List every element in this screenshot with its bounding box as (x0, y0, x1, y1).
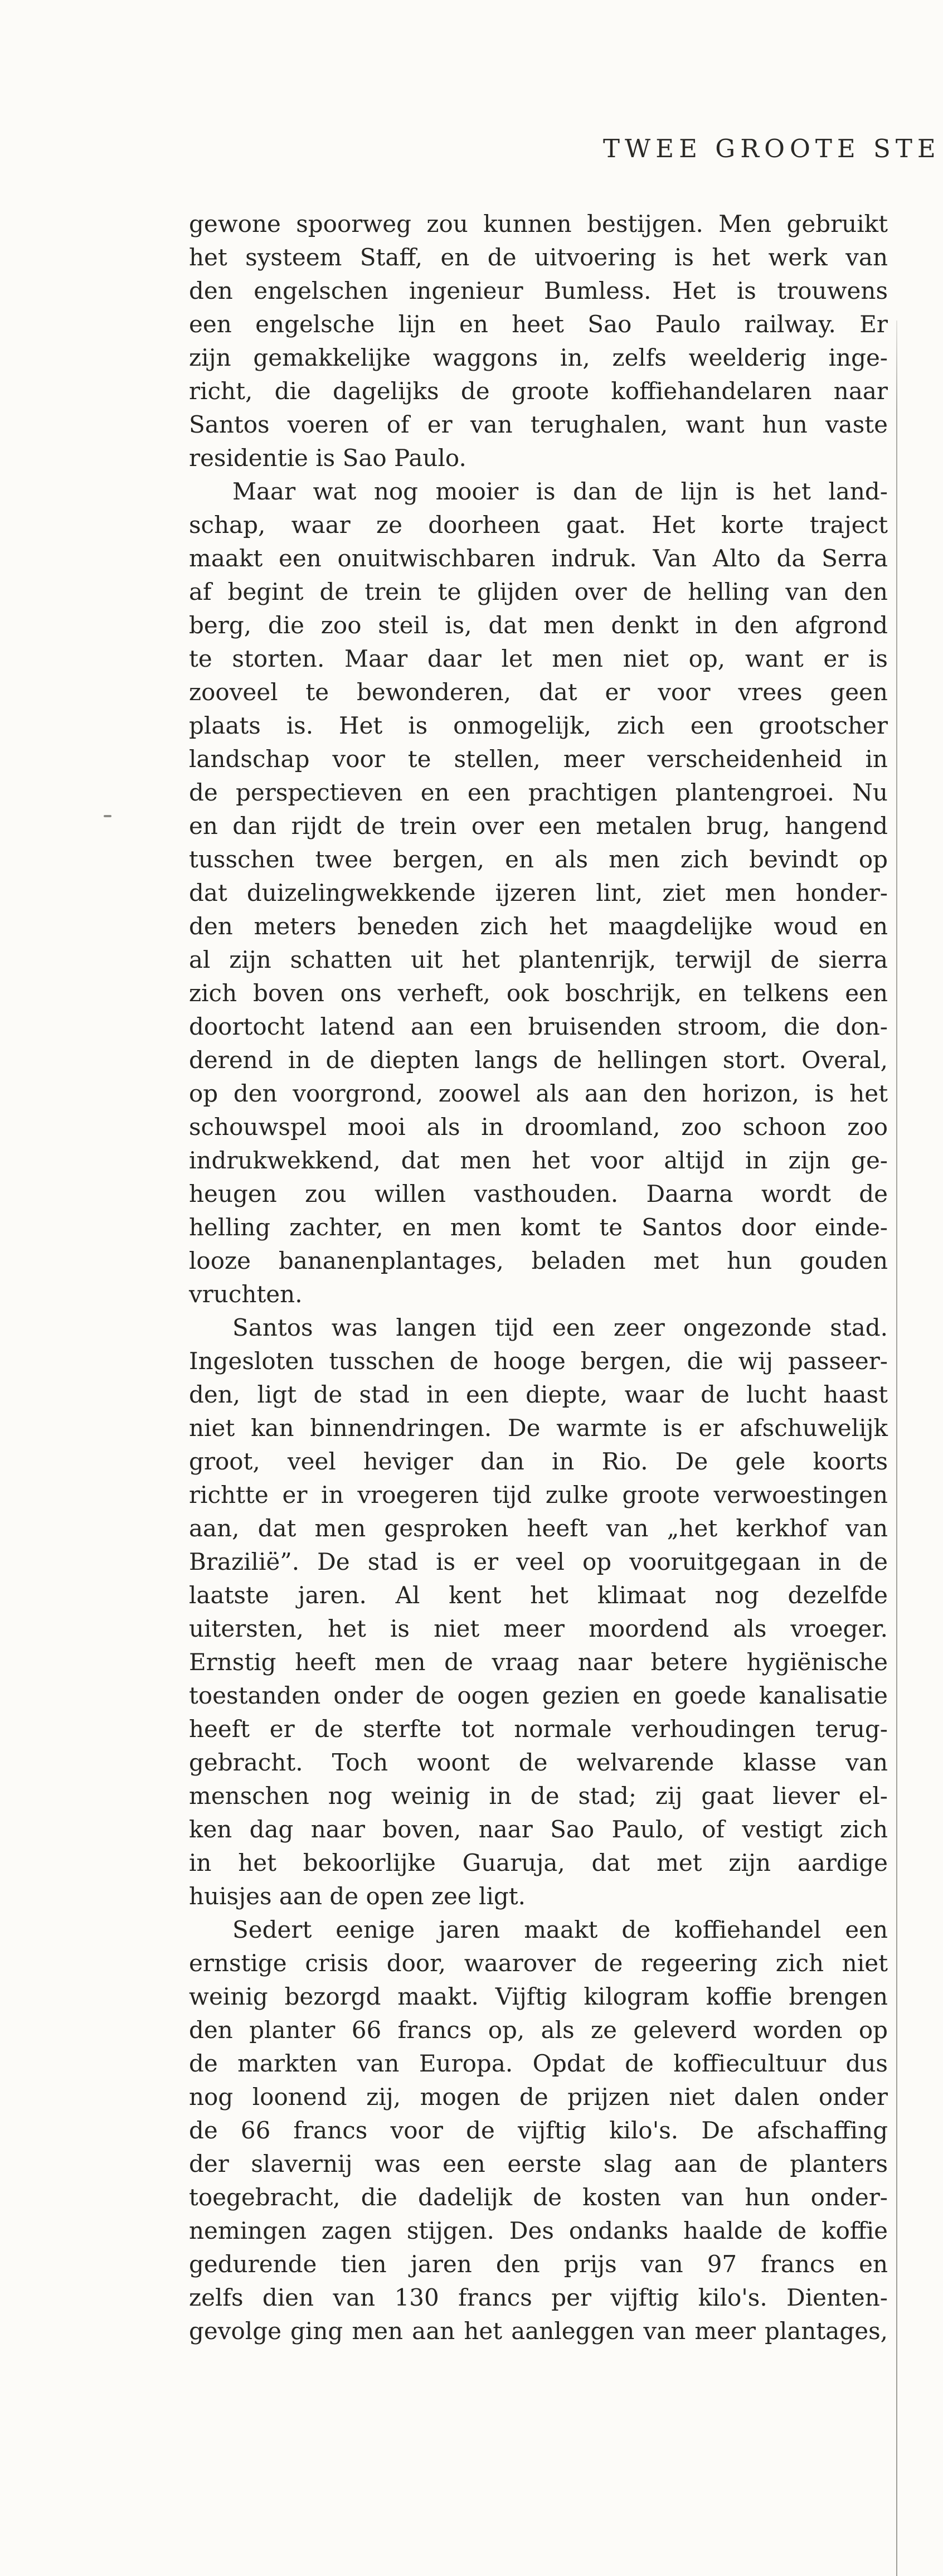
text-line: toestanden onder de oogen gezien en goede kanalisatie (189, 1682, 888, 1709)
text-line: den, ligt de stad in een diepte, waar de lucht haast (189, 1381, 888, 1408)
text-line: gedurende tien jaren den prijs van 97 francs en (189, 2250, 888, 2278)
text-line: zich boven ons verheft, ook boschrijk, en telkens een (189, 979, 888, 1007)
text-line: gebracht. Toch woont de welvarende klasse van (189, 1749, 888, 1776)
text-line: richtte er in vroegeren tijd zulke groote verwoestingen (189, 1481, 888, 1508)
text-line: nog loonend zij, mogen de prijzen niet dalen onder (189, 2083, 888, 2111)
paragraph (189, 1311, 888, 1913)
text-line: Sedert eenige jaren maakt de koffiehandel een (232, 1916, 888, 1943)
text-line: Maar wat nog mooier is dan de lijn is het land- (232, 478, 888, 505)
text-line: residentie is Sao Paulo. (189, 444, 466, 472)
text-line: schouwspel mooi als in droomland, zoo schoon zoo (189, 1113, 888, 1141)
text-line: Ernstig heeft men de vraag naar betere hygiënische (189, 1648, 888, 1676)
text-line: schap, waar ze doorheen gaat. Het korte traject (189, 511, 888, 539)
text-line: gevolge ging men aan het aanleggen van meer plantages, (189, 2317, 888, 2345)
text-line: looze bananenplantages, beladen met hun gouden (189, 1247, 888, 1274)
text-line: laatste jaren. Al kent het klimaat nog dezelfde (189, 1582, 888, 1609)
text-line: zijn gemakkelijke waggons in, zelfs weelderig inge- (189, 344, 888, 371)
text-line: maakt een onuitwischbaren indruk. Van Alto da Serra (189, 545, 888, 572)
text-line: ken dag naar boven, naar Sao Paulo, of vestigt zich (189, 1816, 888, 1843)
text-line: den planter 66 francs op, als ze geleverd worden op (189, 2016, 888, 2044)
text-line: zelfs dien van 130 francs per vijftig kilo's. Dienten- (189, 2284, 888, 2311)
text-line: aan, dat men gesproken heeft van „het kerkhof van (189, 1515, 888, 1542)
text-line: groot, veel heviger dan in Rio. De gele koorts (189, 1448, 888, 1475)
text-line: de markten van Europa. Opdat de koffiecultuur dus (189, 2050, 888, 2077)
text-line: in het bekoorlijke Guaruja, dat met zijn aardige (189, 1849, 888, 1876)
text-line: de 66 francs voor de vijftig kilo's. De afschaffing (189, 2117, 888, 2144)
page-edge-rule (896, 321, 897, 2576)
text-line: het systeem Staff, en de uitvoering is het werk van (189, 244, 888, 271)
paragraph (189, 207, 888, 475)
text-line: tusschen twee bergen, en als men zich bevindt op (189, 846, 888, 873)
text-line: vruchten. (189, 1280, 303, 1308)
text-line: berg, die zoo steil is, dat men denkt in den afgrond (189, 612, 888, 639)
text-line: gewone spoorweg zou kunnen bestijgen. Men gebruikt (189, 210, 888, 237)
text-line: dat duizelingwekkende ijzeren lint, ziet men honder- (189, 879, 888, 906)
text-line: uitersten, het is niet meer moordend als vroeger. (189, 1615, 888, 1642)
margin-mark-artifact (104, 815, 111, 817)
text-line: indrukwekkend, dat men het voor altijd in zijn ge- (189, 1147, 888, 1174)
text-line: te storten. Maar daar let men niet op, want er is (189, 645, 888, 672)
text-line: de perspectieven en een prachtigen plantengroei. Nu (189, 779, 888, 806)
text-line: huisjes aan de open zee ligt. (189, 1883, 526, 1910)
text-line: toegebracht, die dadelijk de kosten van hun onder- (189, 2184, 888, 2211)
running-header: TWEE GROOTE STE (603, 134, 941, 163)
text-line: zooveel te bewonderen, dat er voor vrees geen (189, 678, 888, 706)
text-line: weinig bezorgd maakt. Vijftig kilogram koffie brengen (189, 1983, 888, 2010)
text-line: af begint de trein te glijden over de helling van den (189, 578, 888, 605)
text-line: op den voorgrond, zoowel als aan den horizon, is het (189, 1080, 888, 1107)
text-line: Ingesloten tusschen de hooge bergen, die wij passeer- (189, 1347, 888, 1375)
paragraph (189, 1913, 888, 2348)
text-block (189, 207, 888, 2348)
text-line: Brazilië”. De stad is er veel op vooruitgegaan in de (189, 1548, 888, 1575)
text-line: der slavernij was een eerste slag aan de planters (189, 2150, 888, 2177)
paragraph (189, 475, 888, 1311)
text-line: heeft er de sterfte tot normale verhoudingen terug- (189, 1715, 888, 1743)
text-line: ernstige crisis door, waarover de regeering zich niet (189, 1949, 888, 1977)
text-line: den engelschen ingenieur Bumless. Het is trouwens (189, 277, 888, 304)
text-line: plaats is. Het is onmogelijk, zich een grootscher (189, 712, 888, 739)
text-line: landschap voor te stellen, meer verscheidenheid in (189, 745, 888, 773)
text-line: den meters beneden zich het maagdelijke woud en (189, 913, 888, 940)
text-line: al zijn schatten uit het plantenrijk, terwijl de sierra (189, 946, 888, 973)
text-line: menschen nog weinig in de stad; zij gaat liever el- (189, 1782, 888, 1809)
text-line: doortocht latend aan een bruisenden stroom, die don- (189, 1013, 888, 1040)
text-line: en dan rijdt de trein over een metalen brug, hangend (189, 812, 888, 840)
text-line: een engelsche lijn en heet Sao Paulo railway. Er (189, 311, 888, 338)
text-line: heugen zou willen vasthouden. Daarna wordt de (189, 1180, 888, 1207)
text-line: nemingen zagen stijgen. Des ondanks haalde de koffie (189, 2217, 888, 2244)
text-line: Santos was langen tijd een zeer ongezonde stad. (232, 1314, 888, 1341)
text-line: richt, die dagelijks de groote koffiehandelaren naar (189, 377, 888, 405)
text-line: niet kan binnendringen. De warmte is er afschuwelijk (189, 1414, 888, 1442)
text-line: derend in de diepten langs de hellingen stort. Overal, (189, 1046, 888, 1074)
text-line: Santos voeren of er van terughalen, want hun vaste (189, 411, 888, 438)
text-line: helling zachter, en men komt te Santos door einde- (189, 1214, 888, 1241)
